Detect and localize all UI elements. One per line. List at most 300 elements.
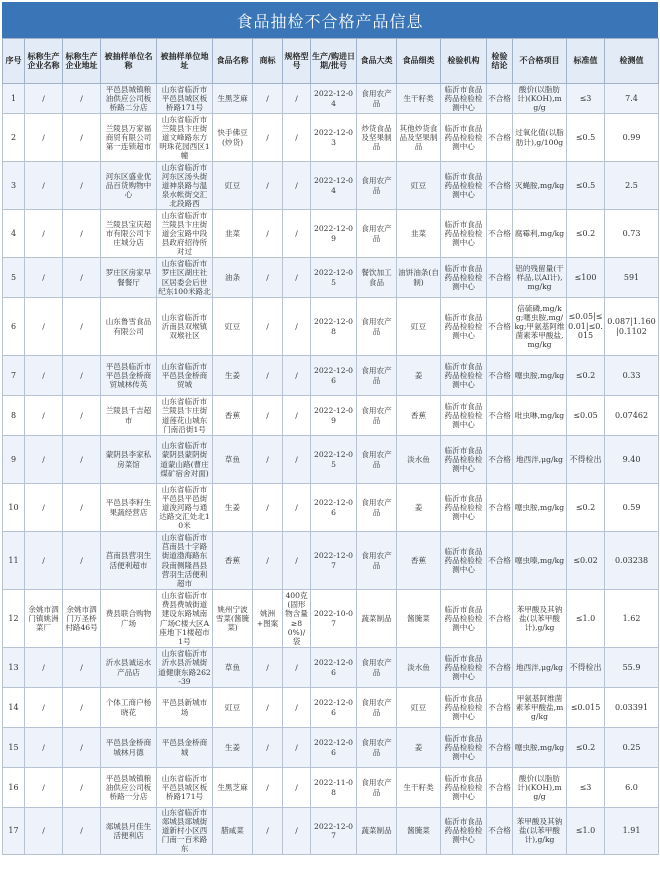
cell-cat: 食用农产品: [357, 436, 397, 484]
cell-result: 不合格: [487, 356, 513, 396]
cell-subcat: 生干籽类: [397, 84, 441, 114]
cell-std: ≤0.02: [567, 532, 605, 590]
cell-std: ≤0.05|≤0.01|≤0.015: [567, 298, 605, 356]
cell-brand: /: [253, 728, 283, 768]
header-col-result: 检验结论: [487, 39, 513, 84]
cell-value: 0.087|1.160|0.1102: [605, 298, 659, 356]
cell-item: 倍硫磷,mg/kg;噻虫胺,mg/kg;甲氨基阿维菌素苯甲酸盐,mg/kg: [513, 298, 567, 356]
cell-date: 2022-12-06: [311, 728, 357, 768]
table-row: [3, 648, 659, 688]
cell-lab: 临沂市食品药品检验检测中心: [441, 210, 487, 258]
header-col-unit: 被抽样单位名称: [101, 39, 157, 84]
cell-subcat: 豇豆: [397, 298, 441, 356]
table-row: [3, 728, 659, 768]
cell-no: 3: [3, 162, 25, 210]
cell-mfr: /: [25, 84, 63, 114]
table-title: 食品抽检不合格产品信息: [2, 2, 658, 38]
cell-spec: /: [283, 768, 311, 808]
cell-cat: 炒货食品及坚果制品: [357, 114, 397, 162]
cell-no: 11: [3, 532, 25, 590]
cell-std: ≤100: [567, 258, 605, 298]
table-row: [3, 356, 659, 396]
cell-item: 铝的残留量(干样品,以Al计),mg/kg: [513, 258, 567, 298]
cell-food: 香蕉: [213, 396, 253, 436]
cell-food: 草鱼: [213, 648, 253, 688]
cell-cat: 食用农产品: [357, 688, 397, 728]
cell-std: ≤3: [567, 768, 605, 808]
cell-subcat: 香蕉: [397, 396, 441, 436]
header-col-std: 标准值: [567, 39, 605, 84]
cell-unit: 郯城县月佳生活便利店: [101, 808, 157, 855]
cell-spec: /: [283, 258, 311, 298]
cell-date: 2022-12-04: [311, 84, 357, 114]
cell-food: 腊咸菜: [213, 808, 253, 855]
cell-item: 地西泮,μg/kg: [513, 436, 567, 484]
cell-food: 姚州宁波雪菜(酱腌菜): [213, 590, 253, 648]
cell-cat: 食用农产品: [357, 84, 397, 114]
cell-no: 6: [3, 298, 25, 356]
header-col-date: 生产/购进日期/批号: [311, 39, 357, 84]
cell-cat: 食用农产品: [357, 648, 397, 688]
header-col-unit-addr: 被抽样单位地址: [157, 39, 213, 84]
cell-food: 生姜: [213, 484, 253, 532]
cell-food: 韭菜: [213, 210, 253, 258]
cell-result: 不合格: [487, 728, 513, 768]
cell-value: 0.07462: [605, 396, 659, 436]
cell-food: 生黑芝麻: [213, 768, 253, 808]
cell-unit-addr: 山东省临沂市郯城县郯城街道新村小区西门南一百米路东: [157, 808, 213, 855]
cell-result: 不合格: [487, 258, 513, 298]
cell-unit: 个体工商户杨晓花: [101, 688, 157, 728]
table-row: [3, 258, 659, 298]
cell-no: 15: [3, 728, 25, 768]
cell-std: ≤0.2: [567, 728, 605, 768]
cell-unit: 山东鲁雪食品有限公司: [101, 298, 157, 356]
cell-spec: /: [283, 356, 311, 396]
cell-mfr: /: [25, 484, 63, 532]
cell-brand: /: [253, 808, 283, 855]
cell-item: 地西泮,μg/kg: [513, 648, 567, 688]
cell-no: 1: [3, 84, 25, 114]
cell-brand: /: [253, 162, 283, 210]
cell-date: 2022-12-06: [311, 356, 357, 396]
cell-subcat: 油饼油条(自制): [397, 258, 441, 298]
cell-mfr: /: [25, 728, 63, 768]
cell-lab: 临沂市食品药品检验检测中心: [441, 162, 487, 210]
cell-unit-addr: 山东省临沂市兰陵县卞庄街道文峰路东方明珠花园西区1幢: [157, 114, 213, 162]
cell-food: 生黑芝麻: [213, 84, 253, 114]
cell-lab: 临沂市食品药品检验检测中心: [441, 298, 487, 356]
cell-no: 13: [3, 648, 25, 688]
cell-cat: 餐饮加工食品: [357, 258, 397, 298]
cell-value: 9.40: [605, 436, 659, 484]
cell-subcat: 韭菜: [397, 210, 441, 258]
cell-cat: 蔬菜制品: [357, 590, 397, 648]
cell-result: 不合格: [487, 114, 513, 162]
cell-brand: /: [253, 210, 283, 258]
cell-date: 2022-12-06: [311, 484, 357, 532]
cell-mfr: /: [25, 532, 63, 590]
cell-unit: 兰陵县万家福商贸有限公司第一连锁超市: [101, 114, 157, 162]
table-row: [3, 210, 659, 258]
cell-spec: /: [283, 396, 311, 436]
table-row: [3, 114, 659, 162]
table-row: [3, 298, 659, 356]
table-row: [3, 808, 659, 855]
cell-item: 酸价(以脂肪计)(KOH),mg/g: [513, 84, 567, 114]
cell-brand: /: [253, 114, 283, 162]
cell-cat: 食用农产品: [357, 484, 397, 532]
cell-subcat: 生干籽类: [397, 768, 441, 808]
cell-food: 油条: [213, 258, 253, 298]
cell-mfr-addr: 余姚市泗门万圣桥村路46号: [63, 590, 101, 648]
cell-mfr: /: [25, 808, 63, 855]
cell-no: 5: [3, 258, 25, 298]
cell-brand: /: [253, 688, 283, 728]
cell-mfr-addr: /: [63, 436, 101, 484]
cell-no: 9: [3, 436, 25, 484]
cell-brand: /: [253, 436, 283, 484]
cell-lab: 临沂市食品药品检验检测中心: [441, 484, 487, 532]
cell-unit: 平邑县城镇粮油供应公司板桥路二分店: [101, 84, 157, 114]
header-col-brand: 商标: [253, 39, 283, 84]
cell-unit-addr: 山东省临沂市兰陵县卞庄街道会宝路中段县政府招待所对过: [157, 210, 213, 258]
cell-mfr: /: [25, 298, 63, 356]
cell-lab: 临沂市食品药品检验检测中心: [441, 590, 487, 648]
cell-item: 噻虫胺,mg/kg: [513, 356, 567, 396]
cell-item: 噻虫胺,mg/kg: [513, 728, 567, 768]
cell-mfr-addr: /: [63, 396, 101, 436]
cell-mfr: /: [25, 436, 63, 484]
cell-mfr-addr: /: [63, 258, 101, 298]
cell-subcat: 淡水鱼: [397, 436, 441, 484]
cell-mfr-addr: /: [63, 298, 101, 356]
cell-brand: /: [253, 532, 283, 590]
cell-unit-addr: 平邑县新城市场: [157, 688, 213, 728]
cell-date: 2022-12-04: [311, 162, 357, 210]
cell-spec: /: [283, 210, 311, 258]
cell-unit-addr: 山东省临沂市沂南县双堠镇双堠社区: [157, 298, 213, 356]
cell-unit-addr: 山东省临沂市平邑县金桥商贸城: [157, 356, 213, 396]
cell-result: 不合格: [487, 688, 513, 728]
cell-mfr-addr: /: [63, 728, 101, 768]
cell-lab: 临沂市食品药品检验检测中心: [441, 688, 487, 728]
header-col-spec: 规格型号: [283, 39, 311, 84]
cell-lab: 临沂市食品药品检验检测中心: [441, 532, 487, 590]
table-row: [3, 396, 659, 436]
cell-date: 2022-12-03: [311, 114, 357, 162]
cell-unit: 兰陵县千吉超市: [101, 396, 157, 436]
cell-unit-addr: 山东省临沂市沂水县沂城街道健康东路262-39: [158, 649, 211, 686]
table-row: [3, 688, 659, 728]
cell-item: 腐霉利,mg/kg: [513, 210, 567, 258]
cell-unit: 平邑县金桥商城林月德: [101, 728, 157, 768]
cell-brand: /: [253, 484, 283, 532]
cell-subcat: 豇豆: [397, 162, 441, 210]
cell-mfr: /: [25, 396, 63, 436]
cell-mfr-addr: /: [63, 210, 101, 258]
cell-subcat: 酱腌菜: [397, 590, 441, 648]
cell-std: ≤0.2: [567, 484, 605, 532]
cell-std: ≤0.015: [567, 688, 605, 728]
cell-unit: 兰陵县宝庆超市有限公司卞庄城分店: [101, 210, 157, 258]
cell-result: 不合格: [487, 808, 513, 855]
cell-result: 不合格: [487, 84, 513, 114]
cell-unit: 蒙阴县李家私房菜馆: [101, 436, 157, 484]
cell-spec: /: [283, 162, 311, 210]
cell-value: 0.33: [605, 356, 659, 396]
cell-spec: /: [283, 532, 311, 590]
cell-unit: 平邑县李籽生果蔬经营店: [101, 484, 157, 532]
cell-std: 不得检出: [567, 436, 605, 484]
cell-cat: 食用农产品: [357, 532, 397, 590]
cell-spec: /: [283, 298, 311, 356]
cell-brand: 姚洲+图案: [253, 590, 283, 648]
cell-food: 豇豆: [213, 298, 253, 356]
cell-food: 豇豆: [213, 688, 253, 728]
cell-unit-addr: 山东省临沂市河东区汤头街道神泉路与温泉水帐街交汇北段路西: [157, 162, 213, 210]
cell-food: 快手佛豆(炒货): [213, 114, 253, 162]
cell-item: 苯甲酸及其钠盐(以苯甲酸计),g/kg: [513, 590, 567, 648]
cell-spec: /: [283, 688, 311, 728]
cell-std: ≤0.05: [567, 396, 605, 436]
cell-std: ≤1.0: [567, 590, 605, 648]
header-col-cat: 食品大类: [357, 39, 397, 84]
cell-cat: 食用农产品: [357, 356, 397, 396]
cell-std: ≤1.0: [567, 808, 605, 855]
cell-item: 灭蝇胺,mg/kg: [513, 162, 567, 210]
cell-subcat: 姜: [397, 728, 441, 768]
cell-mfr: 余姚市泗门镇姚洲菜厂: [25, 590, 63, 648]
table-row: [3, 532, 659, 590]
cell-lab: 临沂市食品药品检验检测中心: [441, 84, 487, 114]
cell-unit-addr: 山东省临沂市兰陵县卞庄街道莲花山城东门南沿街1号: [157, 396, 213, 436]
cell-no: 8: [3, 396, 25, 436]
cell-subcat: 淡水鱼: [397, 648, 441, 688]
header-col-value: 检测值: [605, 39, 659, 84]
cell-date: 2022-10-07: [311, 590, 357, 648]
cell-date: 2022-12-08: [311, 298, 357, 356]
cell-food: 生姜: [213, 356, 253, 396]
cell-cat: 蔬菜制品: [357, 808, 397, 855]
cell-mfr: /: [25, 768, 63, 808]
header-col-subcat: 食品细类: [397, 39, 441, 84]
cell-cat: 食用农产品: [357, 162, 397, 210]
cell-cat: 食用农产品: [357, 768, 397, 808]
cell-date: 2022-12-06: [311, 648, 357, 688]
cell-value: 0.73: [605, 210, 659, 258]
cell-unit: 莒南县营羽生活便利超市: [101, 532, 157, 590]
header-col-item: 不合格项目: [513, 39, 567, 84]
cell-no: 16: [3, 768, 25, 808]
cell-mfr: /: [25, 356, 63, 396]
cell-result: 不合格: [487, 298, 513, 356]
cell-no: 17: [3, 808, 25, 855]
table-row: [3, 484, 659, 532]
cell-date: 2022-12-09: [311, 210, 357, 258]
cell-lab: 临沂市食品药品检验检测中心: [441, 768, 487, 808]
cell-lab: 临沂市食品药品检验检测中心: [441, 648, 487, 688]
cell-value: 7.4: [605, 84, 659, 114]
cell-item: 噻虫嗪,mg/kg: [513, 532, 567, 590]
cell-result: 不合格: [487, 532, 513, 590]
cell-lab: 临沂市食品药品检验检测中心: [441, 396, 487, 436]
cell-value: 0.03391: [605, 688, 659, 728]
cell-mfr: /: [25, 114, 63, 162]
cell-unit: 平邑县临沂市平邑县金桥商贸城林传英: [101, 356, 157, 396]
cell-result: 不合格: [487, 436, 513, 484]
cell-result: 不合格: [487, 484, 513, 532]
cell-std: 不得检出: [567, 648, 605, 688]
cell-unit-addr: 山东省临沂市费县费城街道建设东路城南广场C楼大区A座地下1楼超市1号: [157, 590, 213, 648]
cell-mfr-addr: /: [63, 484, 101, 532]
cell-mfr-addr: /: [63, 648, 101, 688]
cell-unit: 河东区盛业优品百货购物中心: [101, 162, 157, 210]
cell-brand: /: [253, 396, 283, 436]
cell-unit-addr: 山东省临沂市平邑县城区板桥路171号: [157, 84, 213, 114]
cell-value: 1.62: [605, 590, 659, 648]
cell-date: 2022-12-07: [311, 808, 357, 855]
cell-brand: /: [253, 258, 283, 298]
cell-cat: 食用农产品: [357, 298, 397, 356]
header-col-mfr-addr: 标称生产企业地址: [63, 39, 101, 84]
cell-subcat: 姜: [397, 484, 441, 532]
cell-item: 酸价(以脂肪计)(KOH),mg/g: [513, 768, 567, 808]
table-body: [3, 84, 659, 855]
cell-item: 苯甲酸及其钠盐(以苯甲酸计),g/kg: [513, 808, 567, 855]
table-row: [3, 768, 659, 808]
cell-date: 2022-12-07: [311, 532, 357, 590]
cell-subcat: 其他炒货食品及坚果制品: [397, 114, 441, 162]
cell-unit-addr: 山东省临沂市平邑县城区板桥路171号: [157, 768, 213, 808]
cell-lab: 临沂市食品药品检验检测中心: [441, 808, 487, 855]
table-row: [3, 84, 659, 114]
cell-spec: /: [283, 114, 311, 162]
cell-spec: /: [283, 484, 311, 532]
cell-lab: 临沂市食品药品检验检测中心: [441, 258, 487, 298]
cell-date: 2022-12-05: [311, 436, 357, 484]
header-col-no: 序号: [3, 39, 25, 84]
cell-cat: 食用农产品: [357, 728, 397, 768]
cell-std: ≤0.5: [567, 162, 605, 210]
cell-mfr-addr: /: [63, 84, 101, 114]
cell-lab: 临沂市食品药品检验检测中心: [441, 114, 487, 162]
cell-subcat: 姜: [397, 356, 441, 396]
cell-spec: /: [283, 436, 311, 484]
cell-no: 14: [3, 688, 25, 728]
cell-result: 不合格: [487, 210, 513, 258]
cell-item: 噻虫胺,mg/kg: [513, 484, 567, 532]
cell-mfr-addr: /: [63, 356, 101, 396]
cell-food: 香蕉: [213, 532, 253, 590]
cell-unit-addr: 山东省临沂市罗庄区湖庄社区居委会后世纪东100米路北: [158, 259, 211, 296]
cell-no: 10: [3, 484, 25, 532]
cell-result: 不合格: [487, 768, 513, 808]
header-col-food: 食品名称: [213, 39, 253, 84]
cell-mfr: /: [25, 688, 63, 728]
cell-mfr: /: [25, 162, 63, 210]
cell-unit: 沂水县诚运水产品店: [101, 648, 157, 688]
cell-brand: /: [253, 84, 283, 114]
cell-value: 0.59: [605, 484, 659, 532]
table-row: [3, 436, 659, 484]
cell-value: 6.0: [605, 768, 659, 808]
cell-std: ≤0.2: [567, 210, 605, 258]
cell-item: 甲氨基阿维菌素苯甲酸盐,mg/kg: [513, 688, 567, 728]
cell-brand: /: [253, 356, 283, 396]
cell-value: 1.91: [605, 808, 659, 855]
cell-std: ≤0.2: [567, 356, 605, 396]
cell-std: ≤3: [567, 84, 605, 114]
cell-lab: 临沂市食品药品检验检测中心: [441, 356, 487, 396]
cell-unit-addr: 山东省临沂市平邑县平邑街道浚河路与通达路交汇处北10米: [157, 484, 213, 532]
cell-result: 不合格: [487, 590, 513, 648]
cell-brand: /: [253, 768, 283, 808]
cell-food: 豇豆: [213, 162, 253, 210]
cell-no: 7: [3, 356, 25, 396]
cell-unit-addr: 山东省临沂市蒙阴县蒙阴街道蒙山路(曹庄煤矿宿舍对面): [157, 436, 213, 484]
cell-item: 吡虫啉,mg/kg: [513, 396, 567, 436]
cell-unit: 费县联合购物广场: [101, 590, 157, 648]
cell-result: 不合格: [487, 396, 513, 436]
cell-no: 4: [3, 210, 25, 258]
cell-spec: /: [283, 728, 311, 768]
cell-spec: /: [283, 84, 311, 114]
cell-mfr-addr: /: [63, 688, 101, 728]
cell-date: 2022-12-05: [311, 258, 357, 298]
inspection-table: [2, 38, 659, 855]
cell-subcat: 豇豆: [397, 688, 441, 728]
cell-brand: /: [253, 298, 283, 356]
cell-mfr: /: [25, 210, 63, 258]
table-row: [3, 162, 659, 210]
cell-value: 591: [605, 258, 659, 298]
cell-food: 草鱼: [213, 436, 253, 484]
cell-unit-addr: 平邑县金桥商城: [157, 728, 213, 768]
cell-mfr-addr: /: [63, 808, 101, 855]
header-col-lab: 检验机构: [441, 39, 487, 84]
cell-unit-addr: 山东省临沂市莒南县十字路街道渤海路东段南侧隆昌县营羽生活便利超市: [157, 532, 213, 590]
cell-subcat: 酱腌菜: [397, 808, 441, 855]
cell-cat: 食用农产品: [357, 210, 397, 258]
cell-value: 2.5: [605, 162, 659, 210]
cell-std: ≤0.5: [567, 114, 605, 162]
cell-result: 不合格: [487, 162, 513, 210]
cell-lab: 临沂市食品药品检验检测中心: [441, 436, 487, 484]
cell-mfr-addr: /: [63, 114, 101, 162]
cell-result: 不合格: [487, 648, 513, 688]
cell-date: 2022-12-06: [311, 688, 357, 728]
table-row: [3, 590, 659, 648]
cell-no: 2: [3, 114, 25, 162]
cell-lab: 临沂市食品药品检验检测中心: [441, 728, 487, 768]
cell-unit: 平邑县城镇粮油供应公司板桥路一分店: [101, 768, 157, 808]
cell-mfr-addr: /: [63, 532, 101, 590]
cell-no: 12: [3, 590, 25, 648]
cell-date: 2022-12-09: [311, 396, 357, 436]
cell-cat: 食用农产品: [357, 396, 397, 436]
cell-spec: /: [283, 808, 311, 855]
cell-date: 2022-11-08: [311, 768, 357, 808]
cell-unit: 罗庄区房家早餐餐厅: [101, 258, 157, 298]
cell-subcat: 香蕉: [397, 532, 441, 590]
cell-food: 生姜: [213, 728, 253, 768]
cell-mfr-addr: /: [63, 162, 101, 210]
cell-spec: /: [283, 648, 311, 688]
cell-value: 0.25: [605, 728, 659, 768]
cell-mfr: /: [25, 258, 63, 298]
cell-value: 55.9: [605, 648, 659, 688]
